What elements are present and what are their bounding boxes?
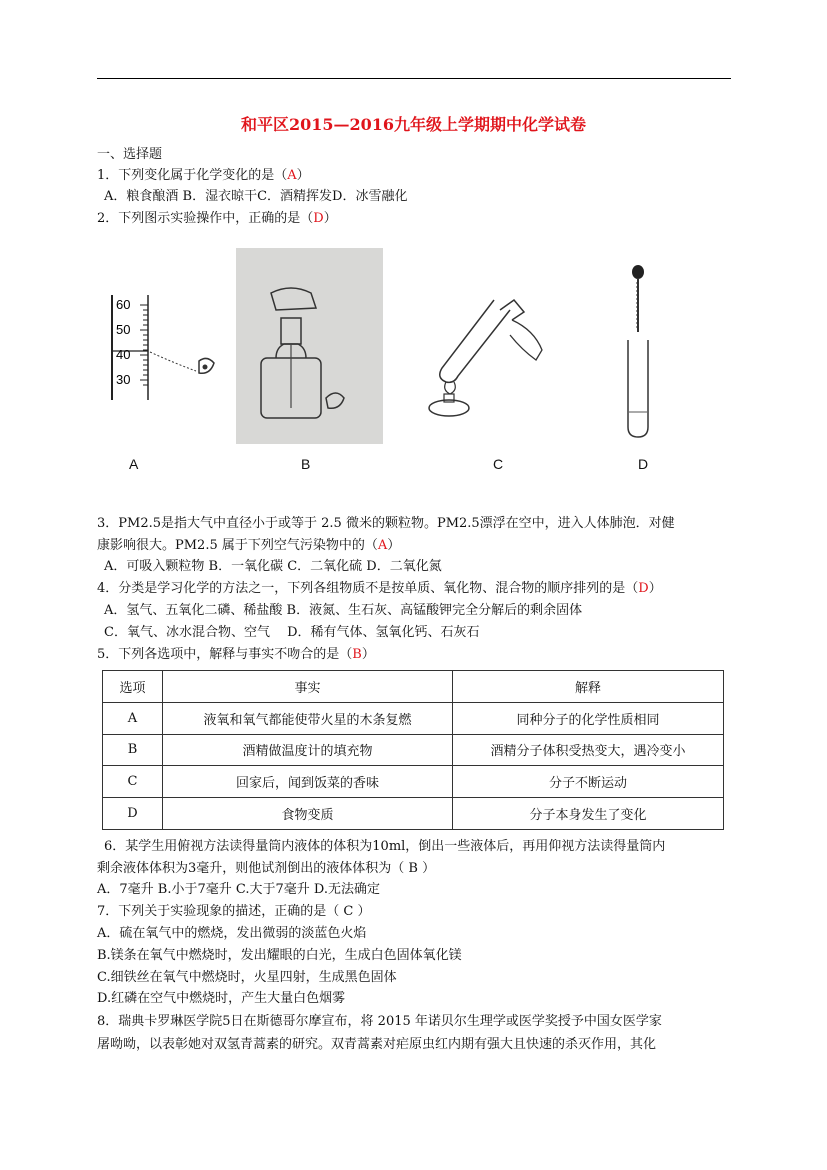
- q3-options: A．可吸入颗粒物 B．一氧化碳 C．二氧化硫 D．二氧化氮: [104, 559, 442, 574]
- table-cell: A: [103, 702, 163, 734]
- header-rule: [97, 78, 731, 79]
- table-cell: 酒精分子体积受热变大，遇冷变小: [453, 734, 724, 766]
- figure-b-label: B: [301, 456, 311, 472]
- table-cell: C: [103, 766, 163, 798]
- q8-line1: 8．瑞典卡罗琳医学院5日在斯德哥尔摩宣布，将 2015 年诺贝尔生理学或医学奖授予中国女医学家: [97, 1014, 662, 1029]
- q7-option-a: A．硫在氧气中的燃烧，发出微弱的淡蓝色火焰: [97, 926, 367, 941]
- q6-line1: 6．某学生用俯视方法读得量筒内液体的体积为10ml，倒出一些液体后，再用仰视方法读得量筒内: [104, 839, 666, 854]
- table-cell: 食物变质: [163, 798, 453, 830]
- figure-c-heating-tube: [424, 290, 564, 430]
- table-row: [103, 766, 724, 798]
- q1-options: A．粮食酿酒 B．湿衣晾干C．酒精挥发D．冰雪融化: [104, 189, 408, 204]
- table-cell: B: [103, 734, 163, 766]
- tick-label: 50: [116, 322, 131, 337]
- q8-line2: 屠呦呦，以表彰她对双氢青蒿素的研究。双青蒿素对疟原虫红内期有强大且快速的杀灭作用，其化: [97, 1037, 657, 1052]
- table-cell: 分子本身发生了变化: [453, 798, 724, 830]
- table-cell: 酒精做温度计的填充物: [163, 734, 453, 766]
- q4-answer: D: [638, 581, 649, 596]
- table-cell: D: [103, 798, 163, 830]
- table-cell: 同种分子的化学性质相同: [453, 702, 724, 734]
- q6-options: A．7毫升 B.小于7毫升 C.大于7毫升 D.无法确定: [97, 882, 380, 897]
- figure-c-label: C: [493, 456, 504, 472]
- table-cell: 液氧和氧气都能使带火星的木条复燃: [163, 702, 453, 734]
- q7-option-b: B.镁条在氧气中燃烧时，发出耀眼的白光，生成白色固体氧化镁: [97, 948, 462, 963]
- q7-option-d: D.红磷在空气中燃烧时，产生大量白色烟雾: [97, 991, 346, 1006]
- q4-options-ab: A．氢气、五氧化二磷、稀盐酸 B．液氮、生石灰、高锰酸钾完全分解后的剩余固体: [104, 603, 583, 618]
- q1-stem: 1．下列变化属于化学变化的是（A）: [97, 168, 310, 183]
- exam-title: 和平区2015—2016九年级上学期期中化学试卷: [240, 115, 587, 134]
- table-row: [103, 798, 724, 830]
- q6-line2: 剩余液体体积为3毫升，则他试剂倒出的液体体积为（ B ）: [97, 861, 436, 876]
- q2-answer: D: [313, 211, 324, 226]
- q1-answer: A: [287, 168, 297, 183]
- q5-stem: 5．下列各选项中，解释与事实不吻合的是（B）: [97, 647, 375, 662]
- figure-a-cylinder-reading: [104, 285, 224, 405]
- figure-d-dropper-tube: [610, 262, 670, 442]
- q3-line2: 康影响很大。PM2.5 属于下列空气污染物中的（A）: [97, 538, 401, 553]
- q5-table: [102, 670, 724, 830]
- table-header-cell: 解释: [453, 671, 724, 703]
- q4-stem: 4．分类是学习化学的方法之一，下列各组物质不是按单质、氧化物、混合物的顺序排列的是（D）: [97, 581, 662, 596]
- tick-label: 60: [116, 297, 131, 312]
- figure-d-label: D: [638, 456, 649, 472]
- q7-stem: 7．下列关于实验现象的描述，正确的是（ C ）: [97, 904, 371, 919]
- q5-answer: B: [352, 647, 362, 662]
- q7-option-c: C.细铁丝在氧气中燃烧时，火星四射，生成黑色固体: [97, 970, 397, 985]
- table-cell: 分子不断运动: [453, 766, 724, 798]
- table-cell: 回家后，闻到饭菜的香味: [163, 766, 453, 798]
- tick-label: 30: [116, 372, 131, 387]
- table-row: [103, 702, 724, 734]
- table-row: [103, 734, 724, 766]
- q4-options-cd: C．氧气、冰水混合物、空气 D．稀有气体、氢氧化钙、石灰石: [104, 625, 480, 640]
- q2-stem: 2．下列图示实验操作中，正确的是（D）: [97, 211, 337, 226]
- table-header-row: [103, 671, 724, 703]
- figure-a-label: A: [129, 456, 139, 472]
- table-header-cell: 事实: [163, 671, 453, 703]
- hand-icon: [510, 320, 542, 360]
- q3-line1: 3．PM2.5是指大气中直径小于或等于 2.5 微米的颗粒物。PM2.5漂浮在空中，进入人体肺泡．对健: [97, 516, 675, 531]
- table-header-cell: 选项: [103, 671, 163, 703]
- figure-b-dropper-bottle: [236, 248, 383, 444]
- section-heading: 一、选择题: [97, 147, 163, 162]
- tick-label: 40: [116, 347, 131, 362]
- q3-answer: A: [377, 538, 388, 553]
